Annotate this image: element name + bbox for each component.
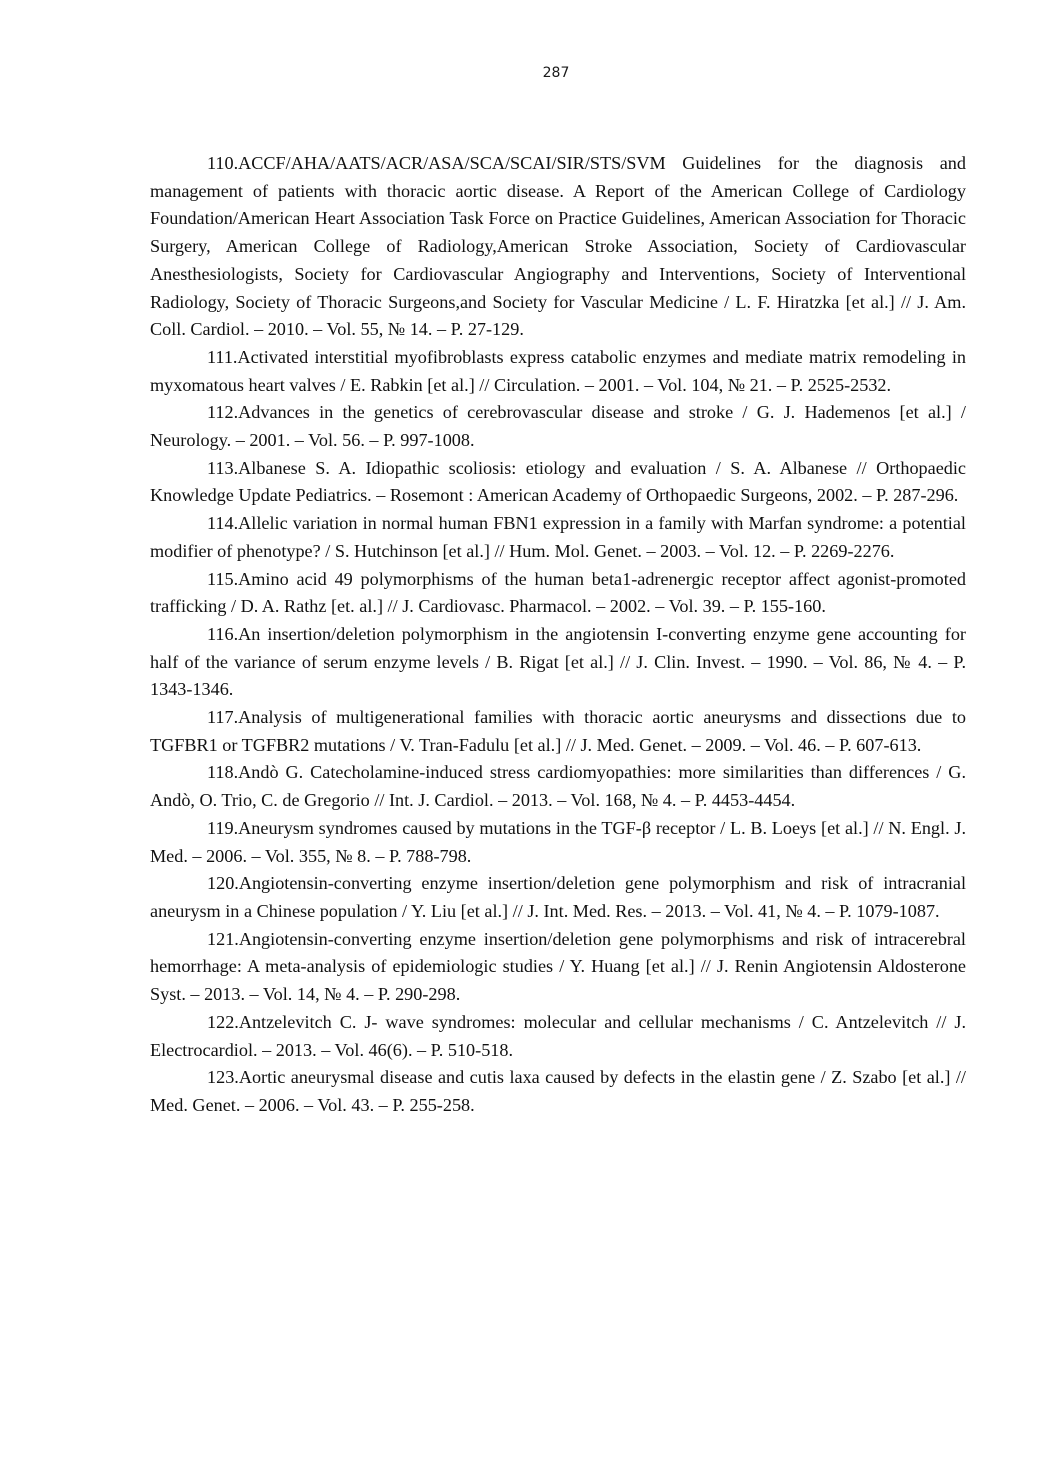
reference-item: 122.Antzelevitch C. J- wave syndromes: molecular and cellular mechanisms / C. Antzelevitch // J. Electrocardiol. – 2013. – Vol. 46(6). – P. 510-518. bbox=[150, 1011, 966, 1060]
reference-item: 119.Aneurysm syndromes caused by mutations in the TGF-β receptor / L. B. Loeys [et al.] // N. Engl. J. Med. – 2006. – Vol. 355, № 8. – P. 788-798. bbox=[150, 817, 966, 866]
reference-item: 121.Angiotensin-converting enzyme insertion/deletion gene polymorphisms and risk of intracerebral hemorrhage: A meta-analysis of epidemiologic studies / Y. Huang [et al.] // J. Renin Angiotensin Aldosterone Syst. – 2013. – Vol. 14, № 4. – P. 290-298. bbox=[150, 928, 966, 1005]
reference-item: 117.Analysis of multigenerational families with thoracic aortic aneurysms and dissections due to TGFBR1 or TGFBR2 mutations / V. Tran-Fadulu [et al.] // J. Med. Genet. – 2009. – Vol. 46. – P. 607-613. bbox=[150, 707, 966, 755]
reference-item: 120.Angiotensin-converting enzyme insertion/deletion gene polymorphism and risk of intracranial aneurysm in a Chinese population / Y. Liu [et al.] // J. Int. Med. Res. – 2013. – Vol. 41, № 4. – P. 1079-1087. bbox=[150, 873, 966, 921]
reference-item: 123.Aortic aneurysmal disease and cutis laxa caused by defects in the elastin gene / Z. Szabo [et al.] // Med. Genet. – 2006. – Vol. 43. – P. 255-258. bbox=[150, 1067, 966, 1115]
reference-item: 110.ACCF/AHA/AATS/ACR/ASA/SCA/SCAI/SIR/STS/SVM Guidelines for the diagnosis and management of patients with thoracic aortic disease. A Report of the American College of Cardiology Foundation/American Heart Association Task Force on Practice Guidelines, American Association for Thoracic Surgery, American College of Radiology,American Stroke Association, Society of Cardiovascular Anesthesiologists, Society for Cardiovascular Angiography and Interventions, Society of Interventional Radiology, Society of Thoracic Surgeons,and Society for Vascular Medicine / L. F. Hiratzka [et al.] // J. Am. Coll. Cardiol. – 2010. – Vol. 55, № 14. – P. 27-129. bbox=[150, 153, 966, 340]
reference-list bbox=[150, 150, 966, 1120]
reference-item: 116.An insertion/deletion polymorphism in the angiotensin I-converting enzyme gene accounting for half of the variance of serum enzyme levels / B. Rigat [et al.] // J. Clin. Invest. – 1990. – Vol. 86, № 4. – P. 1343-1346. bbox=[150, 623, 966, 700]
reference-item: 115.Amino acid 49 polymorphisms of the human beta1-adrenergic receptor affect agonist-promoted trafficking / D. A. Rathz [et. al.] // J. Cardiovasc. Pharmacol. – 2002. – Vol. 39. – P. 155-160. bbox=[150, 568, 966, 617]
reference-item: 114.Allelic variation in normal human FBN1 expression in a family with Marfan syndrome: a potential modifier of phenotype? / S. Hutchinson [et al.] // Hum. Mol. Genet. – 2003. – Vol. 12. – P. 2269-2276. bbox=[150, 513, 966, 561]
reference-item: 112.Advances in the genetics of cerebrovascular disease and stroke / G. J. Hademenos [et al.] / Neurology. – 2001. – Vol. 56. – P. 997-1008. bbox=[150, 402, 966, 451]
reference-item: 118.Andò G. Catecholamine-induced stress cardiomyopathies: more similarities than differences / G. Andò, O. Trio, C. de Gregorio // Int. J. Cardiol. – 2013. – Vol. 168, № 4. – P. 4453-4454. bbox=[150, 762, 966, 811]
reference-item: 111.Activated interstitial myofibroblasts express catabolic enzymes and mediate matrix remodeling in myxomatous heart valves / E. Rabkin [et al.] // Circulation. – 2001. – Vol. 104, № 21. – P. 2525-2532. bbox=[150, 346, 966, 395]
page-number: 287 bbox=[542, 65, 570, 81]
reference-item: 113.Albanese S. A. Idiopathic scoliosis: etiology and evaluation / S. A. Albanese // Orthopaedic Knowledge Update Pediatrics. – Rosemont : American Academy of Orthopaedic Surgeons, 2002. – P. 287-296. bbox=[150, 457, 966, 506]
